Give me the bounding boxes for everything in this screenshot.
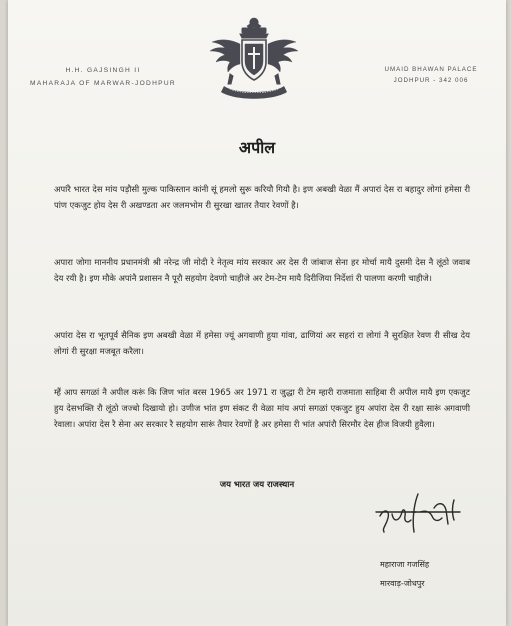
letterhead-right <box>376 64 486 86</box>
paragraph-1: अपांरै भारत देस मांय पड़ौसी मुल्क पाकिस्तान कांनी सूं हमलो सुरू करियौ गियौ है। इण अबखी वेळा मैं अपारां देस रा बहादुर लोगां हमेसा री पांण एकजुट होय देस री अखण्डता अर जलमभोम री सुरखा खातर तैयार रेवणों है। <box>54 184 470 210</box>
letterhead-left <box>28 64 178 90</box>
letter-page <box>8 0 506 626</box>
paragraph-4: म्हैं आप सगळां नै अपील करूं कि जिण भांत बरस 1965 अर 1971 रा जुद्धा री टेम म्हारी राजमाता साहिबा री अपील मायै इण एकजुट हुय देसभक्ति रौ लूंठो जज्बो दिखायो हो। उणीज भांत इण संकट री वेळा मांय अपां सगळां एकजुट हुय अपांरा देस री रक्षा सारूं अगवाणी रेवाला। अपांरा देस रै सेना अर सरकार रै सहयोग सारूं तैयार रेवणों है अर हमेसा री भांत अपांरौ सिरमौर देस हीज विजयी हुवैला। <box>54 387 470 429</box>
paragraph-3: अपांरा देस रा भूतपूर्व सैनिक इण अबखी वेळा में हमेसा ज्यूं अगवाणी हुया गांवा, ढाणियां अर सहरां रा लोगां नै सुरक्षित रेवण री सीख देय लोगां री सुरक्षा मजबूत करैला। <box>54 330 470 356</box>
slogan: जय भारत जय राजस्थान <box>219 479 295 489</box>
letterhead-address-line2: JODHPUR - 342 006 <box>393 77 469 84</box>
signatory-block <box>380 555 490 593</box>
signatory-name: महाराजा गजसिंह <box>380 560 430 569</box>
letterhead-title: MAHARAJA OF MARWAR-JODHPUR <box>30 80 176 87</box>
handwritten-signature <box>372 488 468 540</box>
signatory-place: मारवाड़-जोधपुर <box>380 579 425 588</box>
paragraph-2: अपारा जोगा माननीय प्रधानमंत्री श्री नरेन्द्र जी मोदी रे नेतृत्व मांय सरकार अर देस री जांबाज सेना हर मोर्चा मायै दुसमी देस नै लूंठो जवाब देय रयी है। इण मौके अपांनै प्रशासन नै पूरौ सहयोग देवणो चाहीजे अर टेम-टेम मायै दिरीजिया निर्देशां री पालणा करणी चाहीजे। <box>54 257 470 283</box>
letterhead-name: H.H. GAJSINGH II <box>65 67 141 74</box>
letterhead-address-line1: UMAID BHAWAN PALACE <box>384 66 478 73</box>
letter-title: अपील <box>238 138 276 157</box>
coat-of-arms-icon <box>204 14 304 106</box>
